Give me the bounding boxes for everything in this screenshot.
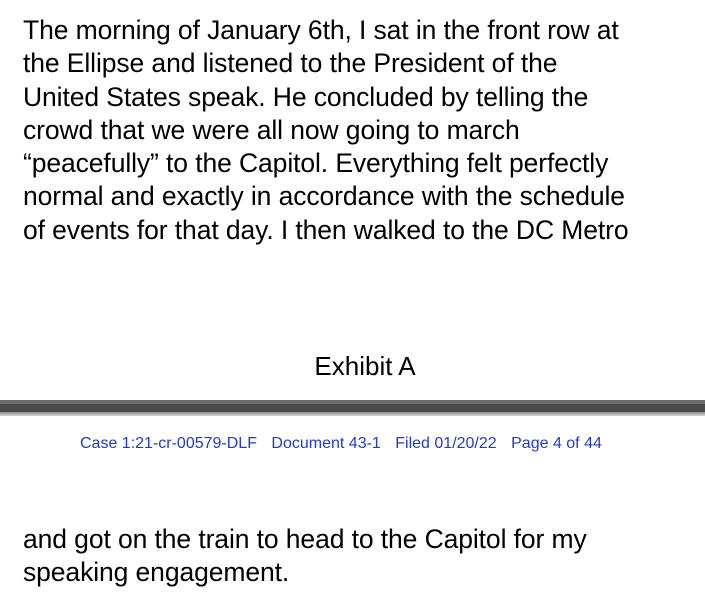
exhibit-label: Exhibit A — [314, 351, 416, 381]
page-break-separator — [0, 400, 705, 416]
paragraph-line: the Ellipse and listened to the President of the — [23, 48, 558, 79]
paragraph-line: United States speak. He concluded by telling the — [23, 81, 589, 112]
page-number: Page 4 of 44 — [511, 435, 602, 452]
filed-date: Filed 01/20/22 — [395, 435, 497, 452]
paragraph-line: of events for that day. I then walked to the DC Metro — [23, 214, 629, 245]
statement-paragraph — [23, 14, 698, 247]
case-number: Case 1:21-cr-00579-DLF — [80, 435, 257, 452]
paragraph-line: speaking engagement. — [23, 557, 290, 588]
paragraph-line: and got on the train to head to the Capitol for my — [23, 524, 587, 554]
paragraph-line: “peacefully” to the Capitol. Everything felt perfectly — [23, 148, 609, 179]
document-number: Document 43-1 — [271, 435, 381, 452]
continued-paragraph — [23, 523, 698, 590]
paragraph-line: crowd that we were all now going to march — [23, 114, 520, 145]
case-filing-header — [80, 434, 602, 454]
paragraph-line: normal and exactly in accordance with the schedule — [23, 181, 625, 212]
paragraph-line: The morning of January 6th, I sat in the front row at — [23, 15, 619, 45]
